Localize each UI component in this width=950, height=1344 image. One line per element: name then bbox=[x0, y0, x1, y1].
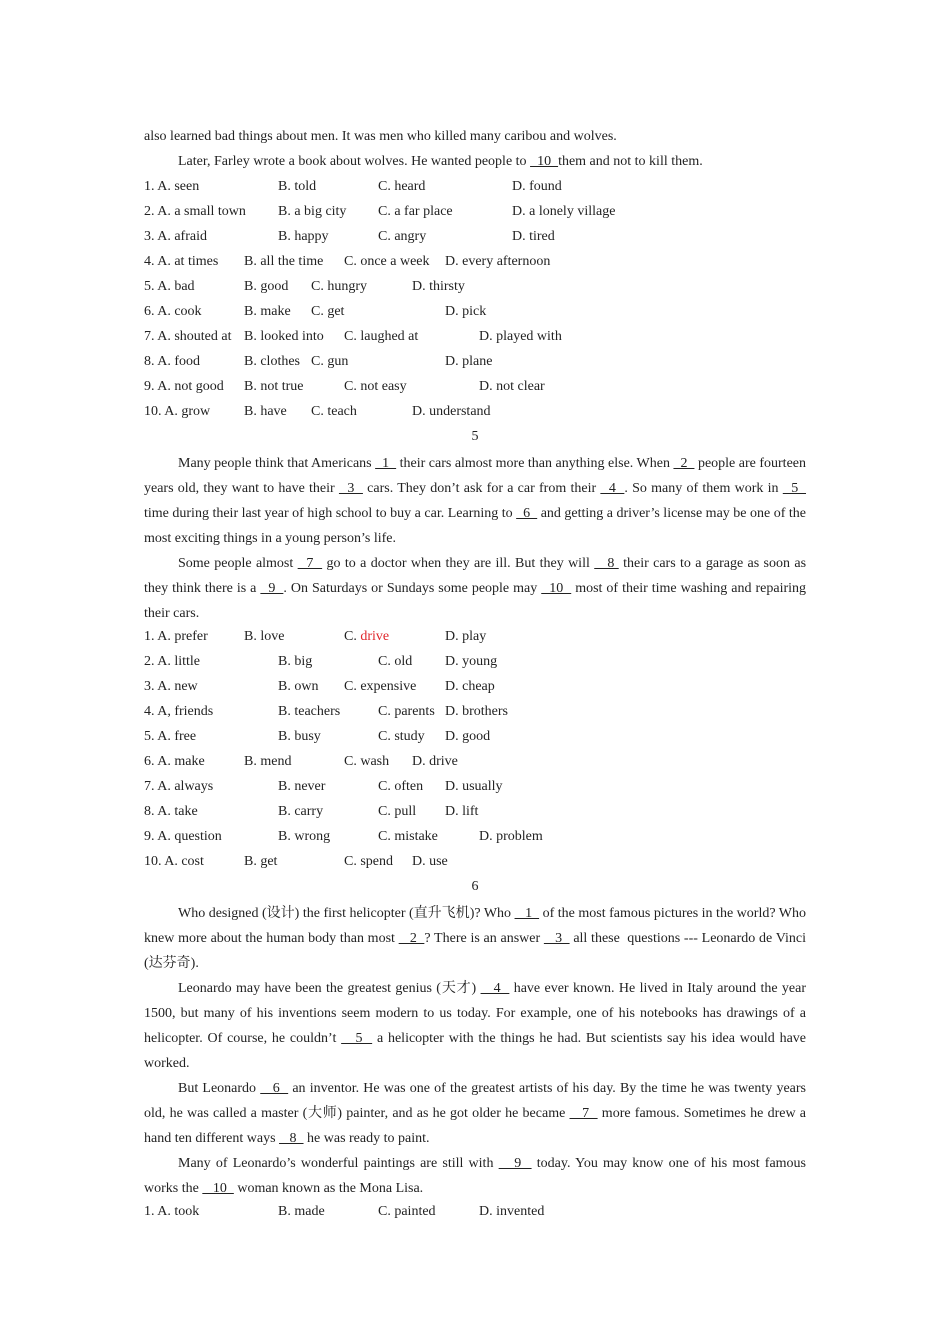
option-d: D. plane bbox=[445, 354, 493, 369]
option-c: C. often bbox=[378, 779, 424, 794]
answer-blank: 3 bbox=[338, 481, 363, 496]
option-c: C. laughed at bbox=[344, 329, 419, 344]
question-row bbox=[144, 201, 806, 226]
option-c: C. spend bbox=[344, 854, 393, 869]
option-b: B. wrong bbox=[278, 829, 331, 844]
option-c bbox=[344, 626, 389, 647]
question-row bbox=[144, 726, 806, 751]
text-segment: them and not to kill them. bbox=[558, 154, 703, 169]
option-b: B. a big city bbox=[278, 204, 347, 219]
option-c: C. expensive bbox=[344, 679, 417, 694]
option-a: 6. A. make bbox=[144, 754, 205, 769]
question-row bbox=[144, 751, 806, 776]
question-row bbox=[144, 276, 806, 301]
option-d: D. lift bbox=[445, 804, 479, 819]
option-b: B. mend bbox=[244, 754, 292, 769]
question-row bbox=[144, 401, 806, 426]
option-c: C. mistake bbox=[378, 829, 438, 844]
option-d: D. play bbox=[445, 629, 487, 644]
paragraph bbox=[144, 901, 806, 976]
option-a: 4. A. at times bbox=[144, 254, 219, 269]
text-segment: most of their time washing and repairing their cars. bbox=[144, 581, 807, 621]
option-b: B. looked into bbox=[244, 329, 324, 344]
text-line: also learned bad things about men. It was men who killed many caribou and wolves. bbox=[144, 129, 617, 144]
option-c: C. pull bbox=[378, 804, 417, 819]
option-d: D. pick bbox=[445, 304, 487, 319]
option-c: C. angry bbox=[378, 229, 427, 244]
question-row bbox=[144, 176, 806, 201]
option-a: 7. A. always bbox=[144, 779, 214, 794]
answer-blank: 5 bbox=[782, 481, 807, 496]
option-c: C. teach bbox=[311, 404, 357, 419]
option-a: 4. A, friends bbox=[144, 704, 214, 719]
option-a: 6. A. cook bbox=[144, 304, 202, 319]
option-b: B. teachers bbox=[278, 704, 341, 719]
option-c: C. not easy bbox=[344, 379, 407, 394]
question-row bbox=[144, 851, 806, 876]
answer-blank: 6 bbox=[260, 1081, 289, 1096]
answer-blank: 8 bbox=[594, 556, 619, 571]
option-b: B. have bbox=[244, 404, 287, 419]
option-b: B. own bbox=[278, 679, 319, 694]
text-segment: have ever known. He lived in Italy around the year 1500, but many of his inventions seem modern to us today. For example, one of his notebooks has drawings of a helicopter. Of course, he couldn’t bbox=[144, 981, 807, 1046]
option-d: D. played with bbox=[479, 329, 562, 344]
question-row bbox=[144, 626, 806, 651]
option-a: 1. A. took bbox=[144, 1204, 200, 1219]
option-a: 1. A. prefer bbox=[144, 629, 208, 644]
question-row bbox=[144, 226, 806, 251]
option-d: D. usually bbox=[445, 779, 503, 794]
option-d: D. tired bbox=[512, 229, 555, 244]
option-b: B. carry bbox=[278, 804, 324, 819]
option-a: 8. A. food bbox=[144, 354, 200, 369]
text-segment: a helicopter with the things he had. But scientists say his idea would have worked. bbox=[144, 1031, 807, 1071]
option-b: B. make bbox=[244, 304, 291, 319]
option-d: D. young bbox=[445, 654, 498, 669]
question-row bbox=[144, 301, 806, 326]
answer-blank: 1 bbox=[375, 456, 397, 471]
option-b: B. busy bbox=[278, 729, 321, 744]
option-d: D. thirsty bbox=[412, 279, 465, 294]
answer-blank: 7 bbox=[569, 1106, 598, 1121]
option-c: C. hungry bbox=[311, 279, 367, 294]
option-a: 10. A. grow bbox=[144, 404, 211, 419]
answer-blank: 3 bbox=[543, 931, 570, 946]
option-a: 2. A. a small town bbox=[144, 204, 246, 219]
option-d: D. brothers bbox=[445, 704, 508, 719]
question-row bbox=[144, 326, 806, 351]
text-segment: more famous. Sometimes he drew a hand ten different ways bbox=[144, 1106, 806, 1146]
text-segment: cars. They don’t ask for a car from their bbox=[362, 481, 601, 496]
section-number: 6 bbox=[471, 879, 479, 894]
option-a: 3. A. afraid bbox=[144, 229, 207, 244]
text-segment: and getting a driver’s license may be one of the most exciting things in a young person’s life. bbox=[144, 506, 807, 546]
question-row bbox=[144, 676, 806, 701]
question-row bbox=[144, 1201, 806, 1226]
option-b: B. good bbox=[244, 279, 289, 294]
question-row bbox=[144, 776, 806, 801]
option-d: D. found bbox=[512, 179, 562, 194]
option-c: C. old bbox=[378, 654, 413, 669]
answer-blank: 4 bbox=[600, 481, 625, 496]
option-a: 2. A. little bbox=[144, 654, 200, 669]
option-b: B. all the time bbox=[244, 254, 324, 269]
paragraph bbox=[144, 451, 806, 551]
text-segment: Many people think that Americans bbox=[178, 456, 376, 471]
text-segment: people are fourteen years old, they want to have their bbox=[144, 456, 807, 496]
text-segment: time during their last year of high school to buy a car. Learning to bbox=[144, 506, 517, 521]
option-a: 9. A. question bbox=[144, 829, 222, 844]
answer-blank: 10 bbox=[202, 1181, 234, 1196]
question-row bbox=[144, 701, 806, 726]
option-a: 7. A. shouted at bbox=[144, 329, 232, 344]
text-segment: ? There is an answer bbox=[424, 931, 544, 946]
answer-blank: 9 bbox=[260, 581, 284, 596]
option-b: B. clothes bbox=[244, 354, 300, 369]
text-segment: all these questions --- Leonardo de Vinci (达芬奇). bbox=[144, 931, 807, 971]
option-b: B. big bbox=[278, 654, 313, 669]
option-d: D. problem bbox=[479, 829, 543, 844]
option-d: D. not clear bbox=[479, 379, 545, 394]
option-c: C. gun bbox=[311, 354, 349, 369]
answer-blank: 10 bbox=[530, 154, 559, 169]
option-c-prefix: C. bbox=[344, 629, 361, 644]
paragraph-line bbox=[144, 151, 806, 176]
option-b: B. never bbox=[278, 779, 326, 794]
question-list-5 bbox=[144, 626, 806, 876]
paragraph bbox=[144, 1076, 806, 1151]
question-row bbox=[144, 826, 806, 851]
option-d: D. every afternoon bbox=[445, 254, 551, 269]
option-a: 5. A. bad bbox=[144, 279, 195, 294]
answer-blank: 8 bbox=[279, 1131, 304, 1146]
option-b: B. made bbox=[278, 1204, 325, 1219]
answer-blank: 1 bbox=[514, 906, 540, 921]
answer-blank: 10 bbox=[541, 581, 572, 596]
option-c: C. wash bbox=[344, 754, 390, 769]
text-segment: Who designed (设计) the first helicopter (直升飞机)? Who bbox=[178, 906, 515, 921]
option-c: C. heard bbox=[378, 179, 426, 194]
text-segment: today. You may know one of his most famous works the bbox=[144, 1156, 806, 1196]
text-segment: Leonardo may have been the greatest genius (天才) bbox=[178, 981, 481, 996]
question-row bbox=[144, 351, 806, 376]
option-d: D. a lonely village bbox=[512, 204, 616, 219]
option-a: 10. A. cost bbox=[144, 854, 204, 869]
option-d: D. use bbox=[412, 854, 448, 869]
question-row bbox=[144, 651, 806, 676]
option-d: D. understand bbox=[412, 404, 491, 419]
option-a: 3. A. new bbox=[144, 679, 198, 694]
paragraph bbox=[144, 1151, 806, 1201]
option-b: B. told bbox=[278, 179, 317, 194]
text-segment: Later, Farley wrote a book about wolves. He wanted people to bbox=[178, 154, 531, 169]
option-c: C. get bbox=[311, 304, 345, 319]
paragraph bbox=[144, 551, 806, 626]
answer-blank: 2 bbox=[398, 931, 425, 946]
option-a: 5. A. free bbox=[144, 729, 197, 744]
option-d: D. invented bbox=[479, 1204, 545, 1219]
answer-blank: 2 bbox=[673, 456, 695, 471]
option-a: 8. A. take bbox=[144, 804, 198, 819]
question-list-4 bbox=[144, 176, 806, 426]
question-list-6 bbox=[144, 1201, 806, 1226]
option-a: 1. A. seen bbox=[144, 179, 200, 194]
text-segment: go to a doctor when they are ill. But they will bbox=[322, 556, 595, 571]
question-row bbox=[144, 376, 806, 401]
option-c: C. study bbox=[378, 729, 425, 744]
answer-blank: 9 bbox=[498, 1156, 532, 1171]
answer-blank: 4 bbox=[480, 981, 510, 996]
option-b: B. love bbox=[244, 629, 285, 644]
option-b: B. not true bbox=[244, 379, 304, 394]
text-segment: of the most famous pictures in the world? Who knew more about the human body than most bbox=[144, 906, 807, 946]
text-segment: he was ready to paint. bbox=[303, 1131, 430, 1146]
option-a: 9. A. not good bbox=[144, 379, 224, 394]
option-b: B. happy bbox=[278, 229, 329, 244]
text-segment: an inventor. He was one of the greatest artists of his day. By the time he was twenty years old, he was called a master (大师) painter, and as he got older he became bbox=[144, 1081, 807, 1121]
text-segment: woman known as the Mona Lisa. bbox=[233, 1181, 424, 1196]
option-c-marked: drive bbox=[360, 629, 390, 644]
option-b: B. get bbox=[244, 854, 278, 869]
question-row bbox=[144, 801, 806, 826]
answer-blank: 5 bbox=[341, 1031, 373, 1046]
text-segment: Some people almost bbox=[178, 556, 298, 571]
text-segment: . On Saturdays or Sundays some people may bbox=[283, 581, 542, 596]
answer-blank: 7 bbox=[297, 556, 323, 571]
option-d: D. cheap bbox=[445, 679, 495, 694]
text-segment: their cars to a garage as soon as they think there is a bbox=[144, 556, 807, 596]
answer-blank: 6 bbox=[516, 506, 538, 521]
option-d: D. drive bbox=[412, 754, 458, 769]
option-c: C. parents bbox=[378, 704, 435, 719]
option-c: C. painted bbox=[378, 1204, 436, 1219]
text-segment: But Leonardo bbox=[178, 1081, 261, 1096]
section-number: 5 bbox=[471, 429, 479, 444]
option-d: D. good bbox=[445, 729, 491, 744]
text-segment: Many of Leonardo’s wonderful paintings are still with bbox=[178, 1156, 499, 1171]
paragraph bbox=[144, 976, 806, 1076]
option-c: C. once a week bbox=[344, 254, 430, 269]
document-page bbox=[144, 126, 806, 1226]
option-c: C. a far place bbox=[378, 204, 453, 219]
question-row bbox=[144, 251, 806, 276]
text-segment: . So many of them work in bbox=[624, 481, 783, 496]
text-segment: their cars almost more than anything else. When bbox=[396, 456, 674, 471]
